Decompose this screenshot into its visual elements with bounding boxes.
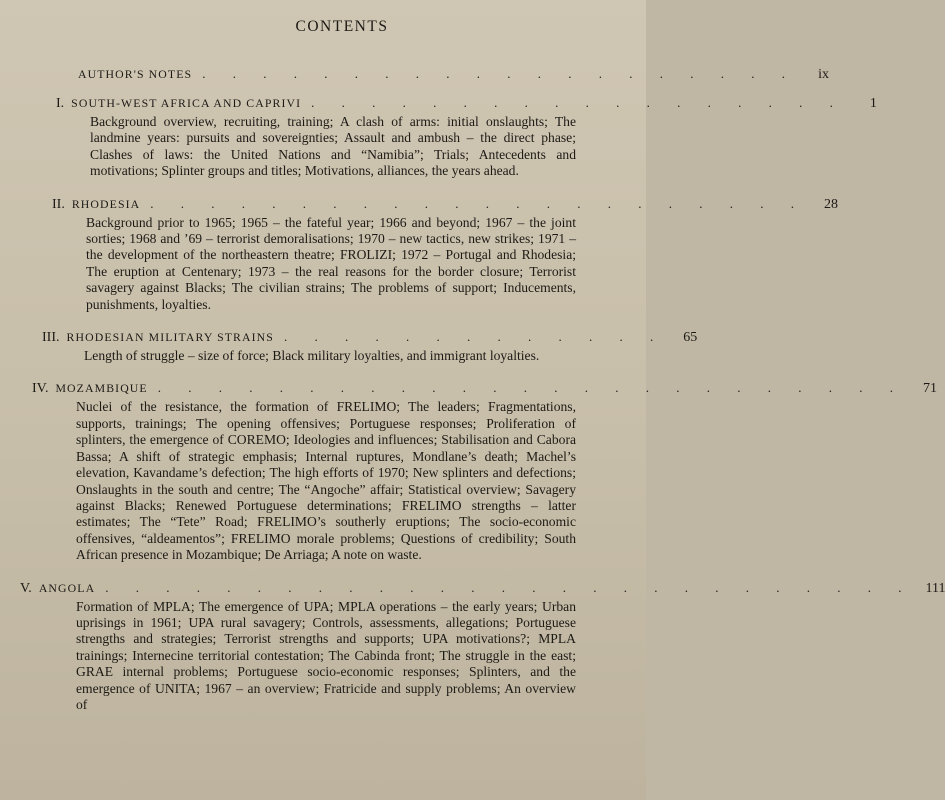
entry-heading: AUTHOR'S NOTES — [78, 67, 193, 81]
leader-dots: . . . . . . . . . . . . . . . . . . — [311, 95, 845, 110]
entry-description: Background prior to 1965; 1965 – the fateful year; 1966 and beyond; 1967 – the joint sorties; 1968 and ’69 – terrorist demoralisations; 1970 – new tactics, new strikes; 1971 – the development of the northeastern theatre; FROLIZI; 1972 – Portugal and Rhodesia; The eruption at Centenary; 1973 – the real reasons for the border closure; Terrorist savagery against Blacks; The civilian strains; The problems of support; Inducements, punishments, loyalties. — [86, 214, 576, 312]
leader-dots: . . . . . . . . . . . . . . . . . . . . . . — [150, 195, 807, 211]
entry-page-number: 71 — [922, 381, 937, 397]
toc-entry-chapter-2[interactable] — [52, 195, 839, 313]
toc-entry-authors-notes[interactable] — [78, 66, 829, 83]
entry-heading: IV. MOZAMBIQUE — [32, 381, 148, 397]
entry-page-number: 65 — [683, 330, 698, 346]
entry-description: Background overview, recruiting, training; A clash of arms: initial onslaughts; The landmine years: pursuits and sovereignties; Assault and ambush – the direct phase; Clashes of laws: the United Nations and “Namibia”; Trials; Antecedents and motivations; Splinter groups and titles; Motivations, alliances, the years ahead. — [90, 114, 576, 179]
entry-page-number: 1 — [869, 96, 877, 111]
entry-page-number: ix — [818, 67, 829, 82]
entry-heading: II. RHODESIA — [52, 196, 141, 212]
entry-description: Length of struggle – size of force; Black military loyalties, and immigrant loyalties. — [84, 348, 540, 364]
entry-page-number: 111 — [925, 580, 945, 596]
leader-dots: . . . . . . . . . . . . . . . . . . . . . . . . . . . — [105, 579, 914, 595]
toc-entry-chapter-1[interactable] — [56, 95, 877, 180]
leader-dots: . . . . . . . . . . . . . . . . . . . . — [202, 66, 797, 81]
toc-entry-chapter-4[interactable] — [32, 380, 937, 563]
entry-description: Nuclei of the resistance, the formation of FRELIMO; The leaders; Fragmentations, supports, trainings; The opening offensives; Portuguese responses; Proliferation of splinters, the emergence of COREMO; Ideologies and influences; Stabilisation and Cabora Bassa; A shift of strategic emphasis; Internal ruptures, Mondlane’s death; Machel’s elevation, Kavandame’s defection; The high efforts of 1970; New splinters and defections; Onslaughts in the south and centre; The “Angoche” affair; Statistical overview; Savagery against Blacks; Renewed Portuguese determinations; FRELIMO strengths – latter estimates; The “Tete” Road; FRELIMO’s southerly eruptions; The socio-economic offensives, “aldeamentos”; FRELIMO morale problems; Questions of credibility; South African presence in Mozambique; De Arriaga; A note on waste. — [76, 399, 576, 563]
page-title: CONTENTS — [295, 18, 389, 35]
leader-dots: . . . . . . . . . . . . . . . . . . . . . . . . . — [157, 380, 905, 396]
entry-description: Formation of MPLA; The emergence of UPA; MPLA operations – the early years; Urban uprisings in 1961; UPA rural savagery; Controls, assessments, allegations; Portuguese strengths and strategies; Terrorist strengths and supports; UPA motivations?; MPLA trainings; Internecine territorial contestation; The Cabinda front; The struggle in the east; GRAE internal problems; Portuguese socio-economic responses; Splinters, and the emergence of UNITA; 1967 – an overview; Fratricide and supply problems; An overview of — [76, 598, 576, 712]
leader-dots: . . . . . . . . . . . . . — [283, 329, 666, 345]
entry-heading: III. RHODESIAN MILITARY STRAINS — [42, 330, 274, 346]
toc-entry-chapter-3[interactable] — [42, 329, 698, 364]
entry-page-number: 28 — [824, 196, 839, 212]
entry-heading: I. SOUTH-WEST AFRICA AND CAPRIVI — [56, 96, 302, 111]
entry-heading: V. ANGOLA — [20, 580, 96, 596]
toc-entry-chapter-5[interactable] — [20, 579, 945, 714]
